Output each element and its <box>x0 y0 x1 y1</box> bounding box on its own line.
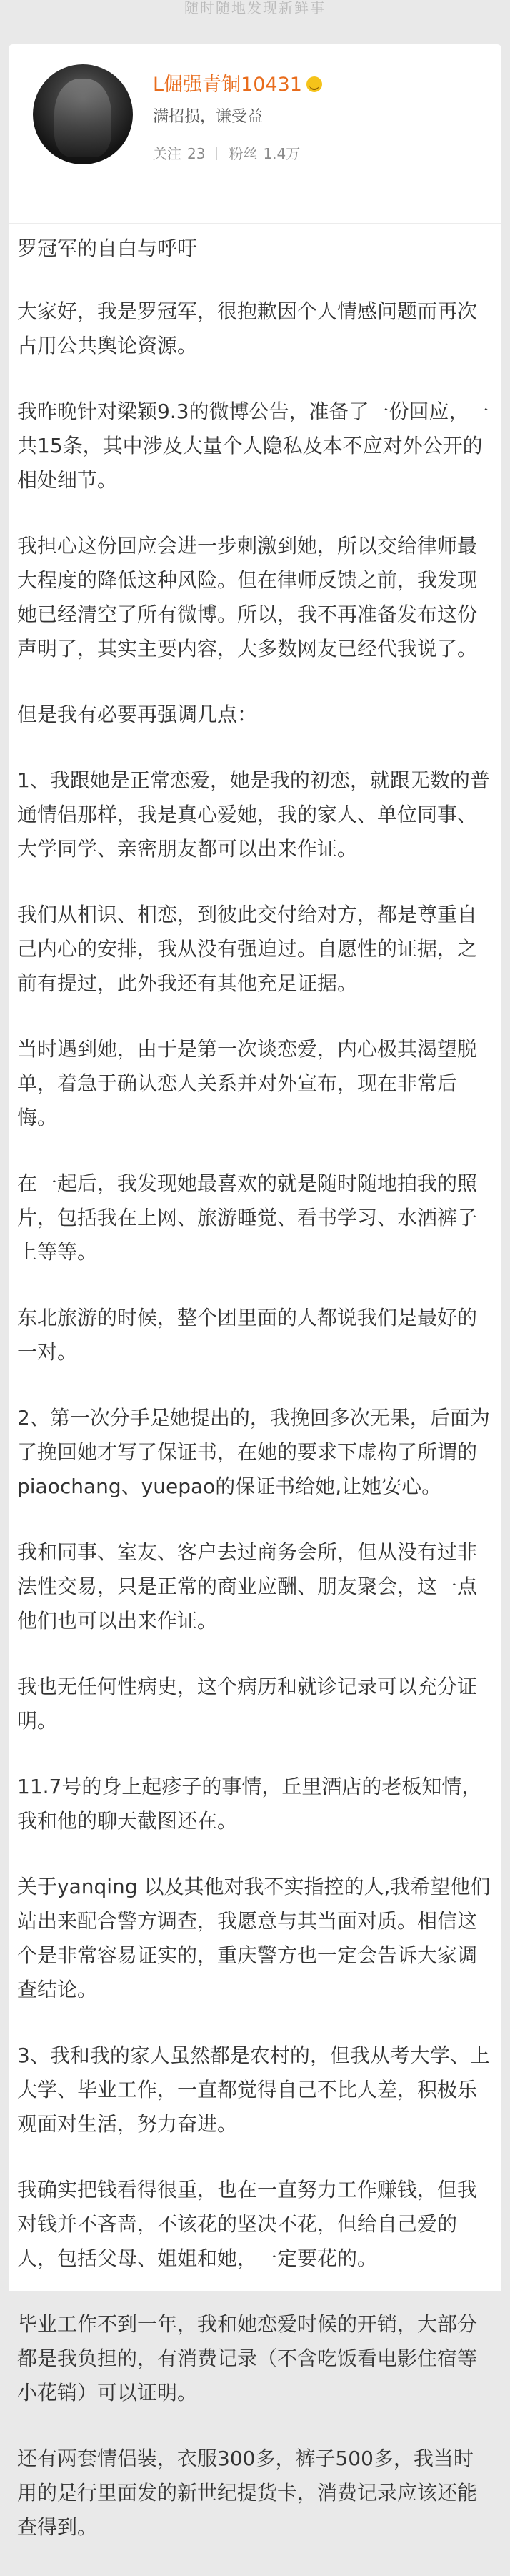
article-paragraph: 2、第一次分手是她提出的，我挽回多次无果，后面为了挽回她才写了保证书，在她的要求下虚构了所谓的piaochang、yuepao的保证书给她,让她安心。 <box>17 1406 490 1498</box>
smile-emoji-icon <box>306 76 322 92</box>
user-stats <box>153 144 300 163</box>
fans-count: 1.4万 <box>263 145 301 162</box>
article-paragraph: 我确实把钱看得很重，也在一直努力工作赚钱，但我对钱并不吝啬，不该花的坚决不花，但给自己爱的人，包括父母、姐姐和她，一定要花的。 <box>17 2178 478 2270</box>
article-paragraph: 我昨晚针对梁颖9.3的微博公告，准备了一份回应，一共15条，其中涉及大量个人隐私及本不应对外公开的相处细节。 <box>17 400 489 492</box>
fans-label: 粉丝 <box>229 145 258 162</box>
article-paragraph: 11.7号的身上起疹子的事情，丘里酒店的老板知情，我和他的聊天截图还在。 <box>17 1775 482 1833</box>
article-paragraph: 我和同事、室友、客户去过商务会所，但从没有过非法性交易，只是正常的商业应酬、朋友聚会，这一点他们也可以出来作证。 <box>17 1540 478 1633</box>
user-motto: 满招损，谦受益 <box>153 108 264 126</box>
top-bar <box>0 0 510 21</box>
article-paragraph: 还有两套情侣装，衣服300多，裤子500多，我当时用的是行里面发的新世纪提货卡，消费记录应该还能查得到。 <box>17 2447 478 2539</box>
article-paragraph: 我担心这份回应会进一步刺激到她，所以交给律师最大程度的降低这种风险。但在律师反馈之前，我发现她已经清空了所有微博。所以，我不再准备发布这份声明了，其实主要内容，大多数网友已经代我说了。 <box>17 534 478 660</box>
username[interactable]: L倔强青铜10431 <box>153 74 302 96</box>
article-paragraph: 东北旅游的时候，整个团里面的人都说我们是最好的一对。 <box>17 1306 478 1364</box>
post-card <box>9 44 501 2539</box>
follow-stat[interactable] <box>153 145 205 162</box>
article-paragraph: 在一起后，我发现她最喜欢的就是随时随地拍我的照片，包括我在上网、旅游睡觉、看书学习、水洒裤子上等等。 <box>17 1171 478 1264</box>
slogan: 随时随地发现新鲜事 <box>184 0 326 16</box>
article-paragraph: 我也无任何性病史，这个病历和就诊记录可以充分证明。 <box>17 1675 478 1733</box>
article-paragraph: 1、我跟她是正常恋爱，她是我的初恋，就跟无数的普通情侣那样，我是真心爱她，我的家人、单位同事、大学同学、亲密朋友都可以出来作证。 <box>17 768 490 861</box>
article-paragraph: 大家好，我是罗冠军，很抱歉因个人情感问题而再次占用公共舆论资源。 <box>17 299 478 357</box>
profile-header <box>9 44 501 180</box>
profile-divider <box>9 223 501 224</box>
article-paragraph: 但是我有必要再强调几点： <box>17 703 258 726</box>
article-title: 罗冠军的自白与呼吁 <box>17 237 198 260</box>
article-body <box>17 232 493 2576</box>
follow-label: 关注 <box>153 145 181 162</box>
article-paragraph: 毕业工作不到一年，我和她恋爱时候的开销，大部分都是我负担的，有消费记录（不含吃饭看电影住宿等小花销）可以证明。 <box>17 2312 478 2404</box>
fans-stat[interactable] <box>229 145 300 162</box>
article-paragraph: 我们从相识、相恋，到彼此交付给对方，都是尊重自己内心的安排，我从没有强迫过。自愿性的证据，之前有提过，此外我还有其他充足证据。 <box>17 903 478 995</box>
stats-divider <box>216 147 217 160</box>
follow-count: 23 <box>187 145 206 162</box>
username-row <box>153 73 322 97</box>
article-paragraph: 关于yanqing 以及其他对我不实指控的人,我希望他们站出来配合警方调查，我愿意与其当面对质。相信这个是非常容易证实的，重庆警方也一定会告诉大家调查结论。 <box>17 1875 491 2001</box>
article-paragraph: 3、我和我的家人虽然都是农村的，但我从考大学、上大学、毕业工作，一直都觉得自己不比人差，积极乐观面对生活，努力奋进。 <box>17 2044 490 2136</box>
article-paragraph: 当时遇到她，由于是第一次谈恋爱，内心极其渴望脱单，着急于确认恋人关系并对外宣布，现在非常后悔。 <box>17 1037 478 1129</box>
avatar[interactable] <box>33 64 133 164</box>
